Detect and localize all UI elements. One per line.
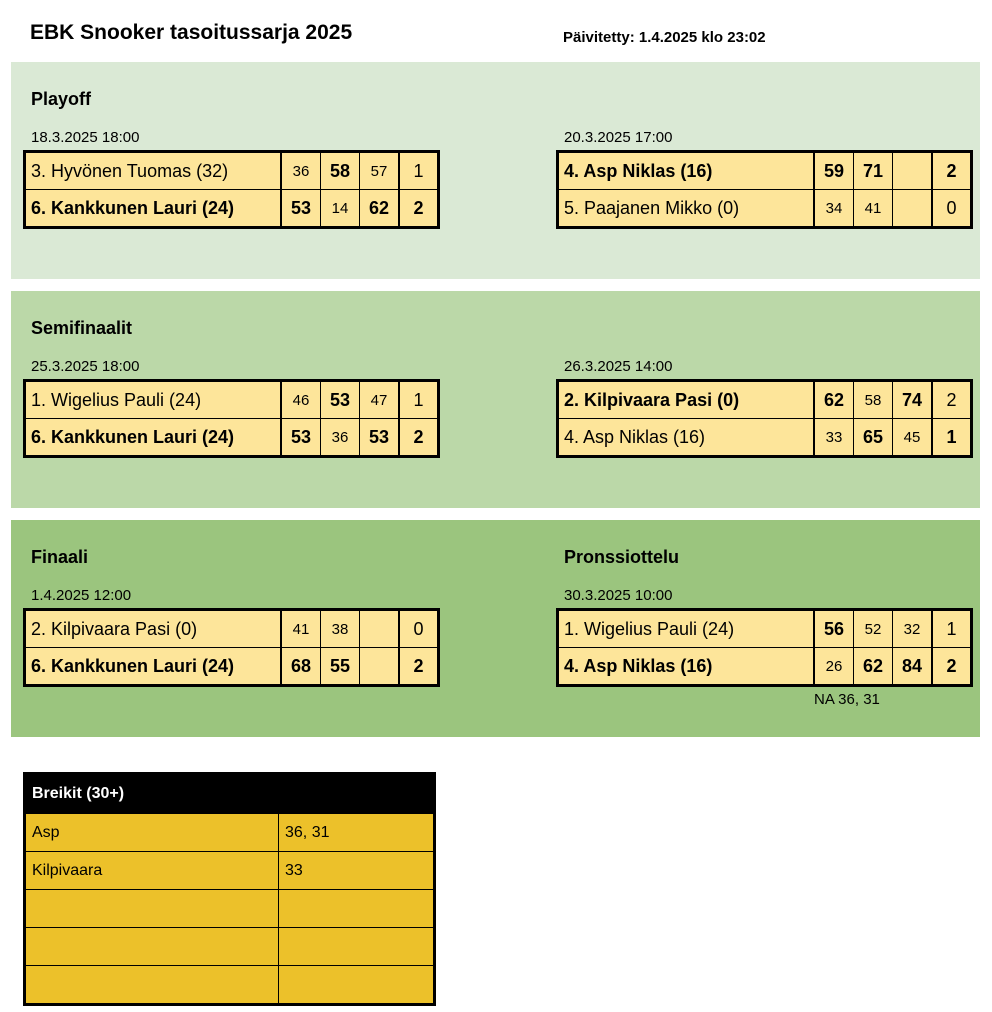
frame-score	[893, 152, 933, 190]
player-row	[558, 419, 972, 457]
match-datetime: 30.3.2025 10:00	[564, 587, 673, 604]
match-scoreboard	[556, 150, 973, 229]
player-row	[558, 648, 972, 686]
player-name: 1. Wigelius Pauli (24)	[25, 381, 282, 419]
frame-score: 53	[281, 190, 321, 228]
frame-score: 32	[893, 610, 933, 648]
player-name: 4. Asp Niklas (16)	[558, 152, 815, 190]
player-name: 2. Kilpivaara Pasi (0)	[25, 610, 282, 648]
frame-score: 55	[321, 648, 360, 686]
frame-score: 62	[814, 381, 854, 419]
frame-score: 71	[854, 152, 893, 190]
player-row	[25, 152, 439, 190]
player-name: 4. Asp Niklas (16)	[558, 648, 815, 686]
frame-score: 36	[321, 419, 360, 457]
player-row	[558, 152, 972, 190]
table-row	[25, 814, 435, 852]
match-scoreboard	[556, 608, 973, 687]
frame-score: 56	[814, 610, 854, 648]
table-row	[25, 852, 435, 890]
player-name: 6. Kankkunen Lauri (24)	[25, 190, 282, 228]
player-row	[558, 610, 972, 648]
breaks-note: NA 36, 31	[814, 691, 880, 708]
frame-score: 68	[281, 648, 321, 686]
match-datetime: 26.3.2025 14:00	[564, 358, 673, 375]
frame-score: 46	[281, 381, 321, 419]
frame-score: 58	[321, 152, 360, 190]
player-name: 4. Asp Niklas (16)	[558, 419, 815, 457]
section-title: Finaali	[31, 547, 89, 567]
break-player: Asp	[25, 814, 279, 852]
player-row	[25, 190, 439, 228]
section-title: Playoff	[31, 89, 92, 109]
total-score: 1	[932, 610, 972, 648]
break-player: Kilpivaara	[25, 852, 279, 890]
match-scoreboard	[23, 150, 440, 229]
frame-score: 53	[321, 381, 360, 419]
frame-score: 47	[360, 381, 400, 419]
frame-score: 26	[814, 648, 854, 686]
frame-score	[360, 648, 400, 686]
break-player	[25, 890, 279, 928]
break-player	[25, 966, 279, 1005]
total-score: 2	[932, 381, 972, 419]
total-score: 1	[932, 419, 972, 457]
player-name: 3. Hyvönen Tuomas (32)	[25, 152, 282, 190]
updated-timestamp: Päivitetty: 1.4.2025 klo 23:02	[563, 29, 766, 46]
frame-score: 62	[360, 190, 400, 228]
frame-score: 34	[814, 190, 854, 228]
total-score: 2	[932, 152, 972, 190]
breaks-title: Breikit (30+)	[25, 774, 435, 814]
total-score: 2	[399, 419, 439, 457]
frame-score: 65	[854, 419, 893, 457]
player-name: 2. Kilpivaara Pasi (0)	[558, 381, 815, 419]
total-score: 2	[399, 648, 439, 686]
match-datetime: 1.4.2025 12:00	[31, 587, 132, 604]
match-scoreboard	[556, 379, 973, 458]
match-datetime: 20.3.2025 17:00	[564, 129, 673, 146]
break-values	[279, 928, 435, 966]
player-row	[25, 419, 439, 457]
frame-score: 59	[814, 152, 854, 190]
table-row	[25, 928, 435, 966]
breaks-header-row	[25, 774, 435, 814]
player-row	[25, 610, 439, 648]
table-row	[25, 890, 435, 928]
player-name: 1. Wigelius Pauli (24)	[558, 610, 815, 648]
total-score: 1	[399, 152, 439, 190]
match-datetime: 25.3.2025 18:00	[31, 358, 140, 375]
frame-score: 53	[281, 419, 321, 457]
frame-score: 38	[321, 610, 360, 648]
breaks-table	[23, 772, 436, 1006]
frame-score: 53	[360, 419, 400, 457]
section-title: Semifinaalit	[31, 318, 133, 338]
frame-score: 41	[281, 610, 321, 648]
frame-score: 36	[281, 152, 321, 190]
break-player	[25, 928, 279, 966]
break-values: 33	[279, 852, 435, 890]
break-values	[279, 966, 435, 1005]
total-score: 2	[932, 648, 972, 686]
player-name: 6. Kankkunen Lauri (24)	[25, 419, 282, 457]
page-title: EBK Snooker tasoitussarja 2025	[30, 21, 353, 44]
player-row	[25, 381, 439, 419]
frame-score: 14	[321, 190, 360, 228]
player-row	[25, 648, 439, 686]
frame-score: 62	[854, 648, 893, 686]
section-title-bronze: Pronssiottelu	[564, 547, 680, 567]
match-scoreboard	[23, 379, 440, 458]
player-name: 6. Kankkunen Lauri (24)	[25, 648, 282, 686]
frame-score: 45	[893, 419, 933, 457]
match-datetime: 18.3.2025 18:00	[31, 129, 140, 146]
player-row	[558, 381, 972, 419]
total-score: 1	[399, 381, 439, 419]
frame-score	[893, 190, 933, 228]
total-score: 2	[399, 190, 439, 228]
total-score: 0	[932, 190, 972, 228]
frame-score: 84	[893, 648, 933, 686]
player-name: 5. Paajanen Mikko (0)	[558, 190, 815, 228]
break-values: 36, 31	[279, 814, 435, 852]
frame-score: 33	[814, 419, 854, 457]
break-values	[279, 890, 435, 928]
total-score: 0	[399, 610, 439, 648]
frame-score: 58	[854, 381, 893, 419]
table-row	[25, 966, 435, 1005]
frame-score: 57	[360, 152, 400, 190]
frame-score: 41	[854, 190, 893, 228]
frame-score: 74	[893, 381, 933, 419]
match-scoreboard	[23, 608, 440, 687]
player-row	[558, 190, 972, 228]
frame-score	[360, 610, 400, 648]
frame-score: 52	[854, 610, 893, 648]
